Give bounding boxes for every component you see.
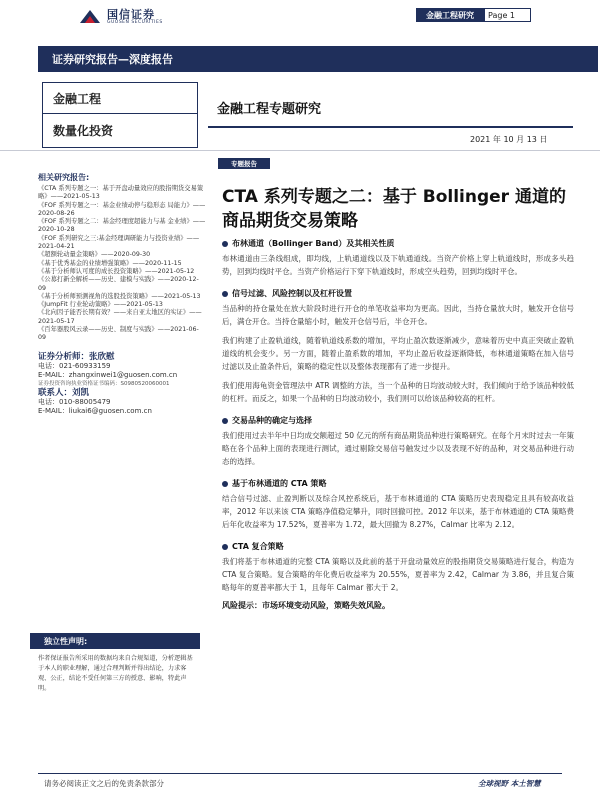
special-study-title: 金融工程专题研究 xyxy=(217,102,322,117)
risk-warning: 风险提示：市场环境变动风险，策略失效风险。 xyxy=(222,601,390,610)
section-heading-text: 布林通道（Bollinger Band）及其相关性质 xyxy=(232,239,395,248)
bullet-icon xyxy=(222,291,228,297)
contact-phone: 电话：010-88005479 xyxy=(38,397,111,406)
sidebar xyxy=(38,172,206,416)
section-heading-text: CTA 复合策略 xyxy=(232,542,284,551)
related-report-item: 《FOF 系列研究之三:基金经理调研能力与投资业绩》——2021-04-21 xyxy=(38,234,200,251)
report-title: CTA 系列专题之二：基于 Bollinger 通道的商品期货交易策略 xyxy=(222,187,566,231)
related-report-item: 《CTA 系列专题之一：基于开盘动量效应的股指期货交易策略》——2021-05-13 xyxy=(38,185,204,201)
report-type-banner: 证券研究报告—深度报告 xyxy=(38,46,598,72)
related-report-item: 《JumpFit 行业轮动策略》——2021-05-13 xyxy=(38,301,163,309)
guosen-logo-icon xyxy=(78,8,102,26)
company-logo xyxy=(78,8,163,26)
bullet-icon xyxy=(222,544,228,550)
section-heading xyxy=(222,478,574,489)
analyst-email[interactable]: E-MAIL：zhangxinwei1@guosen.com.cn xyxy=(38,370,178,379)
related-reports-list xyxy=(38,185,206,343)
related-reports-heading: 相关研究报告: xyxy=(38,173,90,182)
logo-chinese: 国信证券 xyxy=(107,7,155,21)
main-content xyxy=(222,238,574,611)
section-paragraph: 我们使用过去半年中日均成交额超过 50 亿元的所有商品期货品种进行策略研究。在每个月末时过去一年策略在各个品种上面的表现进行测试，通过剔除交易信号触发过少以及表现不好的品种，对交易品种进行动态的选择。 xyxy=(222,431,574,466)
related-report-item: 《FOF 系列专题之一：基金业绩动停与稳形态 局能力》——2020-08-26 xyxy=(38,201,206,217)
related-report-item: 《基于分析师预测视角的选股投资策略》——2021-05-13 xyxy=(38,292,201,300)
section-paragraph: 我们使用海龟资金管理法中 ATR 调整的方法，当一个品种的日均波动较大时，我们倾向于给予该品种较低的杠杆。而反之，如果一个品种的日均波动较小，我们则可以给该品种较高的杠杆。 xyxy=(222,381,574,403)
logo-english: GUOSEN SECURITIES xyxy=(107,19,163,25)
analyst-name: 证券分析师：张欣慰 xyxy=(38,351,115,362)
header-tag: 金融工程研究 xyxy=(416,8,484,22)
related-report-item: 《基于分析师认可度的成长投资策略》——2021-05-12 xyxy=(38,267,195,275)
category-quant-investment: 数量化投资 xyxy=(42,114,198,148)
category-financial-engineering: 金融工程 xyxy=(42,82,198,114)
header-divider xyxy=(208,126,573,128)
footer-divider xyxy=(38,773,562,774)
section-paragraph: 结合信号过滤、止盈判断以及综合风控系统后，基于布林通道的 CTA 策略历史表现稳定且具有较高收益率，2012 年以来该 CTA 策略净值稳定攀升，同时回撤可控。2012 年以来，基于布林通道的 CTA 策略费后年化收益率为 17.52%，夏普率为 1.72，最大回撤为 8.27%，Calmar 比率为 2.12。 xyxy=(222,494,574,529)
bullet-icon xyxy=(222,241,228,247)
related-report-item: 《百年器股风云录——历史、制度与实践》——2021-06-09 xyxy=(38,326,199,342)
page-number: Page 1 xyxy=(484,8,531,22)
analyst-contact xyxy=(38,353,206,416)
section-heading-text: 信号过滤、风险控制以及杠杆设置 xyxy=(232,289,352,298)
section-paragraph: 我们将基于布林通道的完整 CTA 策略以及此前的基于开盘动量效应的股指期货交易策略进行复合，构造为 CTA 复合策略。复合策略的年化费后收益率为 20.55%，夏普率为 2.42，Calmar 为 3.86，并且复合策略每年的夏普率都大于 1，且每年 Calmar 都大于 2。 xyxy=(222,557,574,592)
section-heading xyxy=(222,288,574,299)
contact-email[interactable]: E-MAIL：liukai6@guosen.com.cn xyxy=(38,406,152,415)
related-report-item: 《北向因子能否长期有效？——来自亚太地区的实证》——2021-05-17 xyxy=(38,309,202,325)
page-divider xyxy=(0,150,600,151)
report-date: 2021 年 10 月 13 日 xyxy=(470,135,548,144)
contact-name: 联系人：刘凯 xyxy=(38,387,90,398)
section-paragraph: 当品种的持仓量处在放大阶段时进行开仓的单笔收益率均为更高。因此，当持仓量放大时，触发开仓信号后，满仓开仓。当持仓量缩小时，触发开仓信号后，半仓开仓。 xyxy=(222,304,574,326)
section-paragraph: 我们构建了止盈轨道线，随着轨道线系数的增加，平均止盈次数逐渐减少，意味着历史中真正突破止盈轨道线的机会变少。另一方面，随着止盈系数的增加，平均止盈后收益逐渐降低，布林通道策略在加入信号过滤以及止盈条件后，策略的稳定性以及整体表现都有了进一步提升。 xyxy=(222,336,574,371)
footer-disclaimer-note: 请务必阅读正文之后的免责条款部分 xyxy=(44,779,164,788)
bullet-icon xyxy=(222,481,228,487)
disclaimer-heading: 独立性声明: xyxy=(30,633,200,649)
analyst-phone: 电话：021-60933159 xyxy=(38,361,111,370)
section-heading-text: 基于布林通道的 CTA 策略 xyxy=(232,479,327,488)
bullet-icon xyxy=(222,418,228,424)
section-heading-text: 交易品种的确定与选择 xyxy=(232,416,312,425)
analyst-certificate: 证券投资咨询执业资格证书编码：S0980520060001 xyxy=(38,380,170,387)
section-heading xyxy=(222,541,574,552)
section-heading xyxy=(222,415,574,426)
related-report-item: 《FOF 系列专题之二：基金经理度超能力与基 金业绩》——2020-10-28 xyxy=(38,218,206,234)
disclaimer-text: 作者保证报告所采用的数据均来自合规渠道，分析逻辑基于本人的职业理解，通过合理判断并得出结论，力求客观、公正，结论不受任何第三方的授意、影响，特此声明。 xyxy=(38,655,193,692)
related-report-item: 《超额轮动量金策略》——2020-09-30 xyxy=(38,251,151,259)
section-heading xyxy=(222,238,574,249)
report-tag: 专题报告 xyxy=(218,158,270,169)
related-report-item: 《公募打新全解析——历史、建模与实践》——2020-12-09 xyxy=(38,276,199,292)
section-paragraph: 布林通道由三条线组成，即均线，上轨通道线以及下轨通道线。当资产价格上穿上轨道线时，形成多头趋势，回到均线时平仓。当资产价格运行下穿下轨道线时，形成空头趋势，回到均线时平仓。 xyxy=(222,254,574,276)
footer-slogan: 全球视野 本土智慧 xyxy=(478,779,541,788)
related-report-item: 《基于优秀基金的业绩增强策略》——2020-11-15 xyxy=(38,259,182,267)
